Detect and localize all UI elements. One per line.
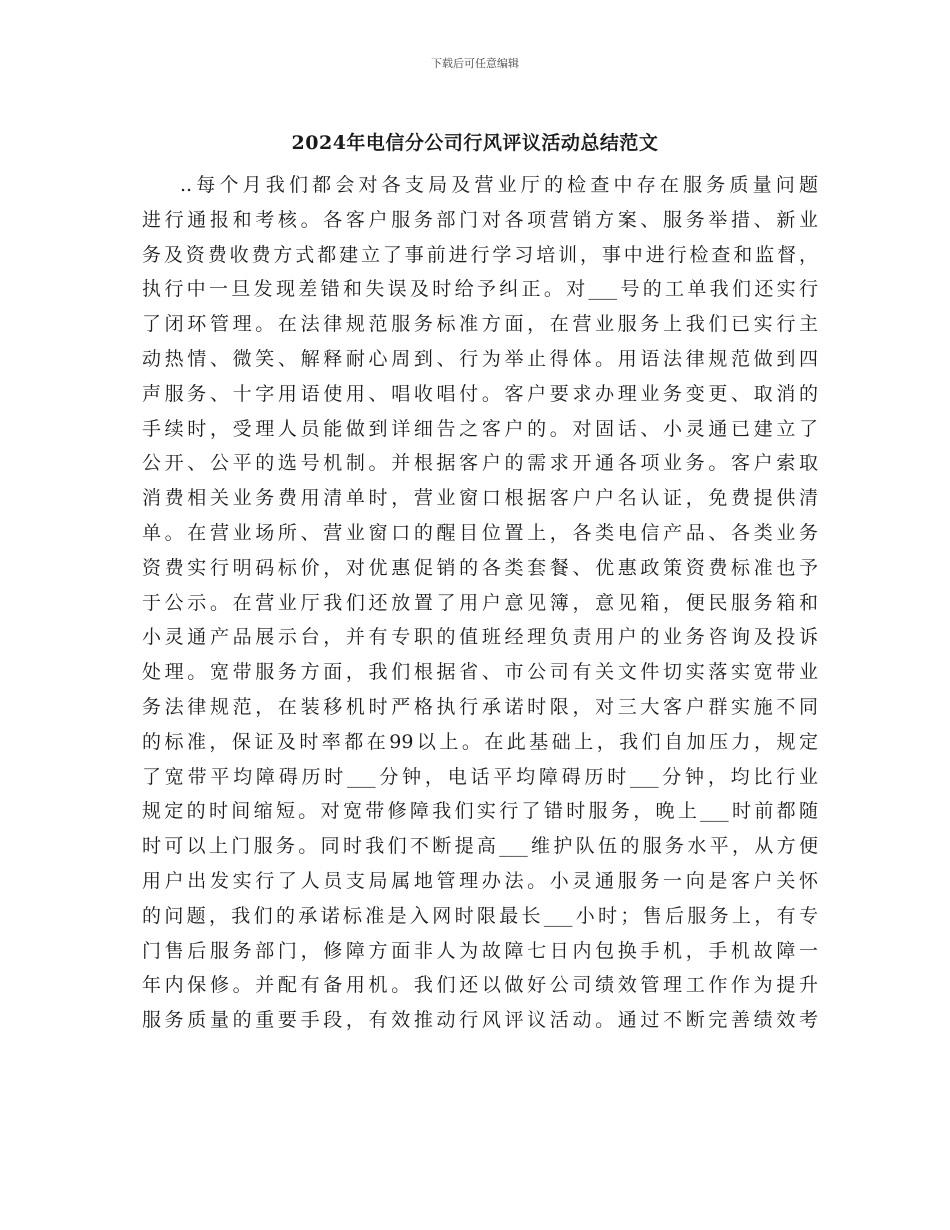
body-line: 于公示。在营业厅我们还放置了用户意见簿，意见箱，便民服务箱和 bbox=[142, 591, 818, 614]
page-header-note: 下载后可任意编辑 bbox=[431, 57, 519, 70]
body-line: 时可以上门服务。同时我们不断提高___维护队伍的服务水平，从方便 bbox=[142, 835, 818, 858]
body-line: 动热情、微笑、解释耐心周到、行为举止得体。用语法律规范做到四 bbox=[142, 347, 818, 370]
body-line: 的标准，保证及时率都在99以上。在此基础上，我们自加压力，规定 bbox=[142, 730, 818, 753]
body-line: 声服务、十字用语使用、唱收唱付。客户要求办理业务变更、取消的 bbox=[142, 382, 818, 405]
body-line: 公开、公平的选号机制。并根据客户的需求开通各项业务。客户索取 bbox=[142, 452, 818, 475]
body-line: 用户出发实行了人员支局属地管理办法。小灵通服务一向是客户关怀 bbox=[142, 869, 818, 892]
body-line: 资费实行明码标价，对优惠促销的各类套餐、优惠政策资费标准也予 bbox=[142, 556, 818, 579]
body-line: ..每个月我们都会对各支局及营业厅的检查中存在服务质量问题 bbox=[180, 174, 818, 196]
body-line: 小灵通产品展示台，并有专职的值班经理负责用户的业务咨询及投诉 bbox=[142, 626, 818, 649]
body-line: 门售后服务部门，修障方面非人为故障七日内包换手机，手机故障一 bbox=[142, 939, 818, 962]
body-line: 规定的时间缩短。对宽带修障我们实行了错时服务，晚上___时前都随 bbox=[142, 800, 818, 823]
body-line: 服务质量的重要手段，有效推动行风评议活动。通过不断完善绩效考 bbox=[142, 1009, 818, 1032]
body-line: 消费相关业务费用清单时，营业窗口根据客户户名认证，免费提供清 bbox=[142, 487, 818, 510]
body-line: 执行中一旦发现差错和失误及时给予纠正。对___号的工单我们还实行 bbox=[142, 278, 818, 301]
body-line: 处理。宽带服务方面，我们根据省、市公司有关文件切实落实宽带业 bbox=[142, 661, 818, 684]
body-line: 单。在营业场所、营业窗口的醒目位置上，各类电信产品、各类业务 bbox=[142, 521, 818, 544]
body-line: 的问题，我们的承诺标准是入网时限最长___小时；售后服务上，有专 bbox=[142, 904, 818, 927]
body-line: 务及资费收费方式都建立了事前进行学习培训，事中进行检查和监督， bbox=[142, 243, 818, 266]
body-line: 年内保修。并配有备用机。我们还以做好公司绩效管理工作作为提升 bbox=[142, 974, 818, 997]
document-body bbox=[142, 168, 818, 1038]
document-title: 2024年电信分公司行风评议活动总结范文 bbox=[291, 132, 659, 154]
body-line: 了宽带平均障碍历时___分钟，电话平均障碍历时___分钟，均比行业 bbox=[142, 765, 818, 788]
body-line: 务法律规范，在装移机时严格执行承诺时限，对三大客户群实施不同 bbox=[142, 695, 818, 718]
body-line: 了闭环管理。在法律规范服务标准方面，在营业服务上我们已实行主 bbox=[142, 313, 818, 336]
body-line: 进行通报和考核。各客户服务部门对各项营销方案、服务举措、新业 bbox=[142, 208, 818, 231]
body-line: 手续时，受理人员能做到详细告之客户的。对固话、小灵通已建立了 bbox=[142, 417, 818, 440]
